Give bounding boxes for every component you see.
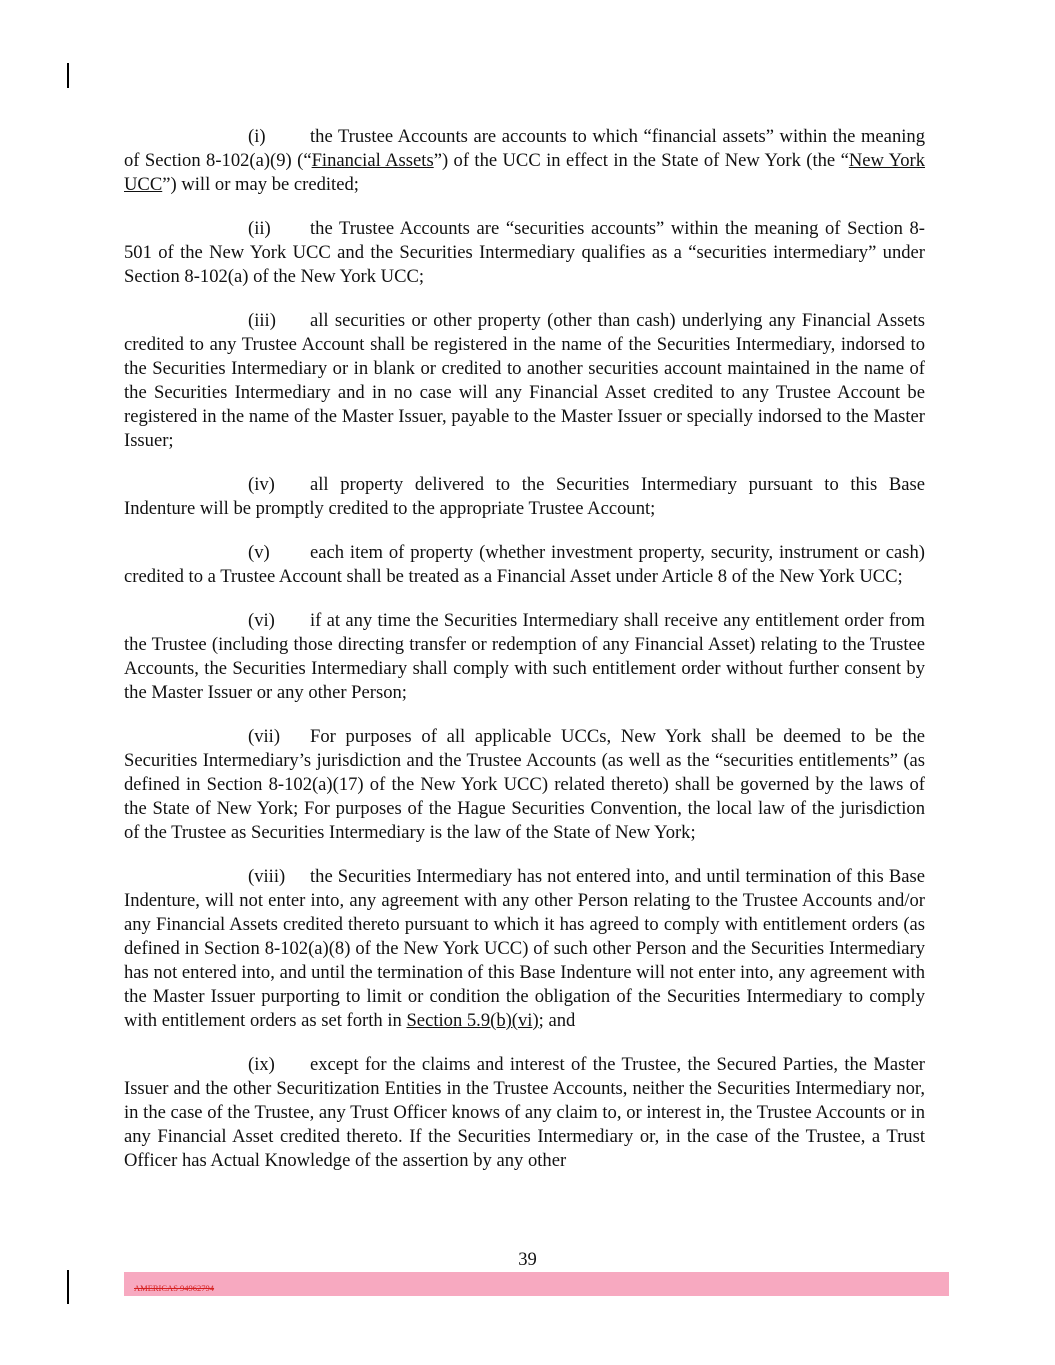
defined-term-new-york-ucc: New York UCC <box>124 150 925 195</box>
clause-viii <box>124 865 925 1033</box>
document-id: AMERICAS 94962794 <box>134 1283 215 1293</box>
clause-iv <box>124 473 925 521</box>
clause-text: ; and <box>538 1010 576 1031</box>
clause-number: (vii) <box>248 726 281 747</box>
clause-text: if at any time the Securities Intermediary shall receive any entitlement order from the Trustee (including those directing transfer or redemption of any Financial Asset) relating to the Trustee Accounts, the Securities Intermediary shall comply with such entitlement order without further consent by the Master Issuer or any other Person; <box>124 610 925 703</box>
clause-text: the Securities Intermediary has not entered into, and until termination of this Base Indenture, will not enter into, any agreement with any other Person relating to the Trustee Accounts and/or any Financial Assets credited thereto pursuant to which it has agreed to comply with entitlement orders (as defined in Section 8-102(a)(8) of the New York UCC) of such other Person and the Securities Intermediary has not entered into, and until the termination of this Base Indenture will not enter into, any agreement with the Master Issuer purporting to limit or condition the obligation of the Securities Intermediary to comply with entitlement orders as set forth in <box>124 866 925 1031</box>
section-reference-5-9-b-vi: Section 5.9(b)(vi) <box>406 1010 539 1031</box>
clause-number: (ii) <box>248 218 271 239</box>
clause-vi <box>124 609 925 705</box>
clause-number: (vi) <box>248 610 275 631</box>
clause-number: (iii) <box>248 310 276 331</box>
clause-number: (i) <box>248 126 266 147</box>
clause-ii <box>124 217 925 289</box>
clause-i <box>124 125 925 197</box>
clause-number: (ix) <box>248 1054 275 1075</box>
clause-text: the Trustee Accounts are accounts to which “financial assets” within the meaning of Section 8-102(a)(9) (“ <box>124 126 925 171</box>
clause-v <box>124 541 925 589</box>
clause-number: (v) <box>248 542 270 563</box>
clause-text: ”) will or may be credited; <box>162 174 359 195</box>
clause-text: all securities or other property (other than cash) underlying any Financial Assets credited to any Trustee Account shall be registered in the name of the Securities Intermediary, indorsed to the Securities Intermediary or in blank or credited to another securities account maintained in the name of the Securities Intermediary and in no case will any Financial Asset credited to any Trustee Account be registered in the name of the Master Issuer, payable to the Master Issuer or specially indorsed to the Master Issuer; <box>124 310 925 451</box>
clause-ix <box>124 1053 925 1173</box>
change-bar-bottom <box>67 1270 69 1304</box>
clause-text: except for the claims and interest of the Trustee, the Secured Parties, the Master Issuer and the other Securitization Entities in the Trustee Accounts, neither the Securities Intermediary nor, in the case of the Trustee, any Trust Officer knows of any claim to, or interest in, the Trustee Accounts or in any Financial Asset credited thereto. If the Securities Intermediary or, in the case of the Trustee, a Trust Officer has Actual Knowledge of the assertion by any other <box>124 1054 925 1171</box>
clause-text: ”) of the UCC in effect in the State of New York (the “ <box>433 150 849 171</box>
clause-text: For purposes of all applicable UCCs, New York shall be deemed to be the Securities Intermediary’s jurisdiction and the Trustee Accounts (as well as the “securities entitlements” (as defined in Section 8-102(a)(17) of the New York UCC) related thereto) shall be governed by the laws of the State of New York; For purposes of the Hague Securities Convention, the local law of the jurisdiction of the Trustee as Securities Intermediary is the law of the State of New York; <box>124 726 925 843</box>
clause-text: all property delivered to the Securities Intermediary pursuant to this Base Indenture will be promptly credited to the appropriate Trustee Account; <box>124 474 925 519</box>
clause-iii <box>124 309 925 453</box>
footer-strip <box>124 1272 949 1296</box>
document-body <box>124 125 925 1193</box>
clause-number: (viii) <box>248 866 286 887</box>
clause-text: each item of property (whether investment property, security, instrument or cash) credited to a Trustee Account shall be treated as a Financial Asset under Article 8 of the New York UCC; <box>124 542 925 587</box>
defined-term-financial-assets: Financial Assets <box>311 150 434 171</box>
clause-text: the Trustee Accounts are “securities accounts” within the meaning of Section 8-501 of the New York UCC and the Securities Intermediary qualifies as a “securities intermediary” under Section 8-102(a) of the New York UCC; <box>124 218 925 287</box>
page-number: 39 <box>518 1249 537 1270</box>
change-bar-top <box>67 63 69 88</box>
clause-vii <box>124 725 925 845</box>
clause-number: (iv) <box>248 474 275 495</box>
